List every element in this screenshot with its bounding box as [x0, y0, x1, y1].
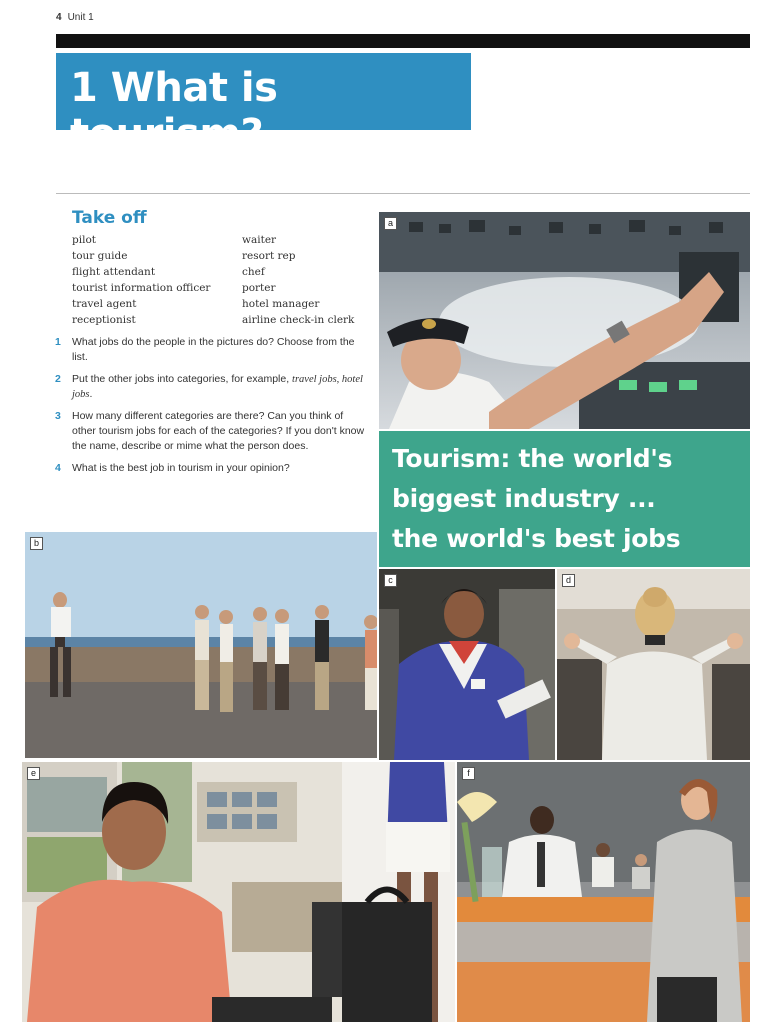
job-item: tourist information officer: [72, 282, 211, 294]
job-item: chef: [242, 266, 265, 278]
question-number: 3: [55, 410, 61, 422]
job-item: tour guide: [72, 250, 128, 262]
question-list: [55, 335, 365, 483]
job-item: flight attendant: [72, 266, 156, 278]
travel-agent-illustration: [22, 762, 342, 1022]
photo-label: e: [27, 767, 40, 780]
photo-label: c: [384, 574, 397, 587]
photo-label: b: [30, 537, 43, 550]
takeoff-heading: Take off: [72, 208, 147, 228]
question-text: What is the best job in tourism in your opinion?: [72, 462, 290, 474]
page-title: 1 What is tourism?: [70, 65, 278, 157]
page-header: [56, 12, 94, 23]
job-item: waiter: [242, 234, 277, 246]
pilot-illustration: [379, 212, 750, 429]
job-item: airline check-in clerk: [242, 314, 355, 326]
job-item: hotel manager: [242, 298, 320, 310]
job-item: porter: [242, 282, 276, 294]
headline-banner: [379, 431, 750, 567]
question-number: 4: [55, 462, 61, 474]
page-number: 4: [56, 12, 62, 23]
photo-c-resort-rep: [379, 569, 555, 760]
headline-line: the world's best jobs: [392, 524, 681, 553]
question-text: [72, 372, 365, 402]
question-1: [55, 335, 365, 365]
question-number: 1: [55, 336, 61, 348]
photo-a-pilot: [379, 212, 750, 429]
question-text-part: .: [89, 388, 93, 400]
headline-line: Tourism: the world's: [392, 444, 673, 473]
question-number: 2: [55, 373, 61, 385]
photo-c-continued: [342, 762, 455, 1022]
reception-illustration: [457, 762, 750, 1022]
question-text-part: Put the other jobs into categories, for example,: [72, 373, 293, 385]
photo-e-travel-agent: [22, 762, 342, 1022]
photo-d-flight-attendant: [557, 569, 750, 760]
job-item: receptionist: [72, 314, 136, 326]
tour-group-illustration: [25, 532, 377, 758]
job-item: resort rep: [242, 250, 296, 262]
question-4: [55, 461, 365, 476]
photo-label: a: [384, 217, 397, 230]
question-3: [55, 409, 365, 454]
unit-label: Unit 1: [67, 12, 94, 23]
job-list-col2: [242, 232, 354, 328]
photo-f-hotel-reception: [457, 762, 750, 1022]
question-text: What jobs do the people in the pictures do? Choose from the list.: [72, 336, 355, 363]
question-text: How many different categories are there? Can you think of other tourism jobs for each of the categories? If you don't know the name, describe or mime what the person does.: [72, 410, 365, 452]
headline-line: biggest industry ...: [392, 484, 656, 513]
question-example: travel jobs, hotel jobs: [72, 374, 363, 400]
photo-label: f: [462, 767, 475, 780]
divider: [56, 193, 750, 194]
luggage-illustration: [342, 762, 455, 1022]
photo-b-tour-guide: [25, 532, 377, 758]
job-item: travel agent: [72, 298, 137, 310]
title-banner: [56, 53, 471, 157]
photo-label: d: [562, 574, 575, 587]
top-rule: [56, 34, 750, 48]
resort-rep-illustration: [379, 569, 555, 760]
flight-attendant-illustration: [557, 569, 750, 760]
question-2: [55, 372, 365, 402]
job-item: pilot: [72, 234, 96, 246]
job-list-col1: [72, 232, 210, 328]
